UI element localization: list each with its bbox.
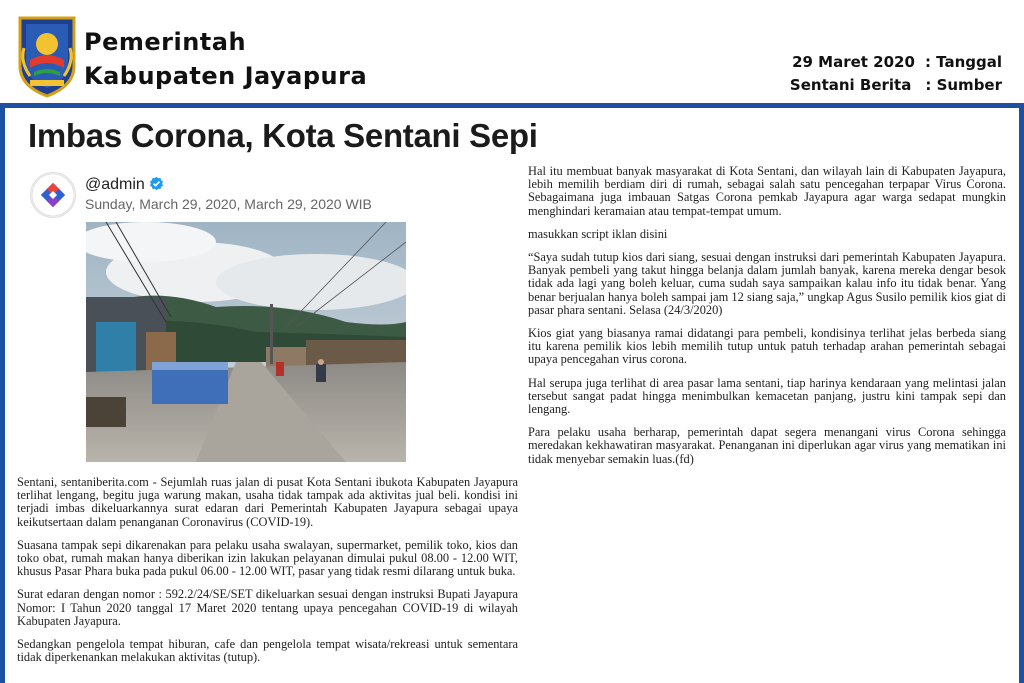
publish-date: Sunday, March 29, 2020, March 29, 2020 WIB [85, 196, 372, 212]
paragraph: Para pelaku usaha berharap, pemerintah dapat segera menangani virus Corona sehingga meredakan kekhawatiran masyarakat. Penanganan ini diperlukan agar virus yang mematikan ini tidak menyebar semakin luas.(fd) [528, 425, 1006, 466]
article-body-right [528, 165, 1006, 476]
paragraph: Sedangkan pengelola tempat hiburan, cafe dan pengelola tempat wisata/rekreasi untuk sementara tidak diperkenankan melakukan aktivitas (tutup). [17, 637, 518, 665]
date-row [792, 53, 1002, 71]
page-header [0, 0, 1024, 103]
author-name[interactable]: @admin [85, 176, 145, 193]
paragraph: Kios giat yang biasanya ramai didatangi para pembeli, kondisinya terlihat jelas berbeda siang itu karena pemilik kios lebih memilih tutup untuk patuh terhadap arahan pemerintah sebagai upaya pencegahan virus corona. [528, 326, 1006, 367]
date-value: 29 Maret 2020 [792, 53, 915, 71]
paragraph: “Saya sudah tutup kios dari siang, sesuai dengan instruksi dari pemerintah Kabupaten Jayapura. Banyak pembeli yang takut hingga belanja dalam jumlah banyak, karena mereka dengar besok tidak ada lagi yang boleh keluar, cuma sudah saya sampaikan kalau info itu tidak benar. Yang benar berjualan hanya boleh sampai jam 12 siang saja,” ungkap Agus Susilo pemilik kios giat di pasar phara sentani. Selasa (24/3/2020) [528, 250, 1006, 317]
site-logo-avatar-icon [30, 172, 76, 218]
article-title: Imbas Corona, Kota Sentani Sepi [28, 117, 538, 154]
org-name-line2: Kabupaten Jayapura [84, 62, 368, 90]
source-label: : Sumber [925, 76, 1002, 94]
source-value: Sentani Berita [789, 76, 912, 94]
article-body-left [17, 476, 518, 674]
paragraph: Hal itu membuat banyak masyarakat di Kota Sentani, dan wilayah lain di Kabupaten Jayapura, lebih memilih berdiam diri di rumah, sebagai salah satu pencegahan terpapar Virus Corona. Sebagaimana juga imbauan Satgas Corona pemkab Jayapura agar warga sedapat mungkin menghindari keramaian atau tempat-tempat umum. [528, 164, 1006, 218]
paragraph: Sentani, sentaniberita.com - Sejumlah ruas jalan di pusat Kota Sentani ibukota Kabupaten Jayapura terlihat lengang, begitu juga warung makan, usaha tidak tampak ada aktivitas jual beli. kondisi ini terjadi imbas dikeluarkannya surat edaran dari Pemerintah Kabupaten Jayapura sebagai upaya keikutsertaan dalam penanganan Coronavirus (COVID-19). [17, 475, 518, 529]
org-name-line1: Pemerintah [84, 28, 247, 56]
paragraph: Suasana tampak sepi dikarenakan para pelaku usaha swalayan, supermarket, pemilik toko, kios dan toko obat, rumah makan hanya diberikan izin lakukan pelayanan dimulai pukul 08.00 - 12.00 WIT, khusus Pasar Phara buka pada pukul 06.00 - 12.00 WIT, pasar yang tidak resmi dilarang untuk buka. [17, 537, 518, 579]
source-row [790, 76, 1002, 94]
ad-placeholder-text: masukkan script iklan disini [528, 226, 668, 241]
date-label: : Tanggal [924, 53, 1002, 71]
kabupaten-jayapura-crest-icon [16, 14, 78, 98]
verified-badge-icon [149, 176, 164, 191]
article-photo [86, 222, 406, 462]
paragraph: Surat edaran dengan nomor : 592.2/24/SE/SET dikeluarkan sesuai dengan instruksi Bupati Jayapura Nomor: I Tahun 2020 tanggal 17 Maret 2020 tentang upaya pencegahan COVID-19 di wilayah Kabupaten Jayapura. [17, 587, 518, 628]
author-handle[interactable] [85, 176, 164, 194]
paragraph: Hal serupa juga terlihat di area pasar lama sentani, tiap harinya kendaraan yang melintasi jalan tersebut sangat padat hingga menimbulkan kemacetan panjang, justru kini tampak sepi dan lengang. [528, 375, 1006, 417]
